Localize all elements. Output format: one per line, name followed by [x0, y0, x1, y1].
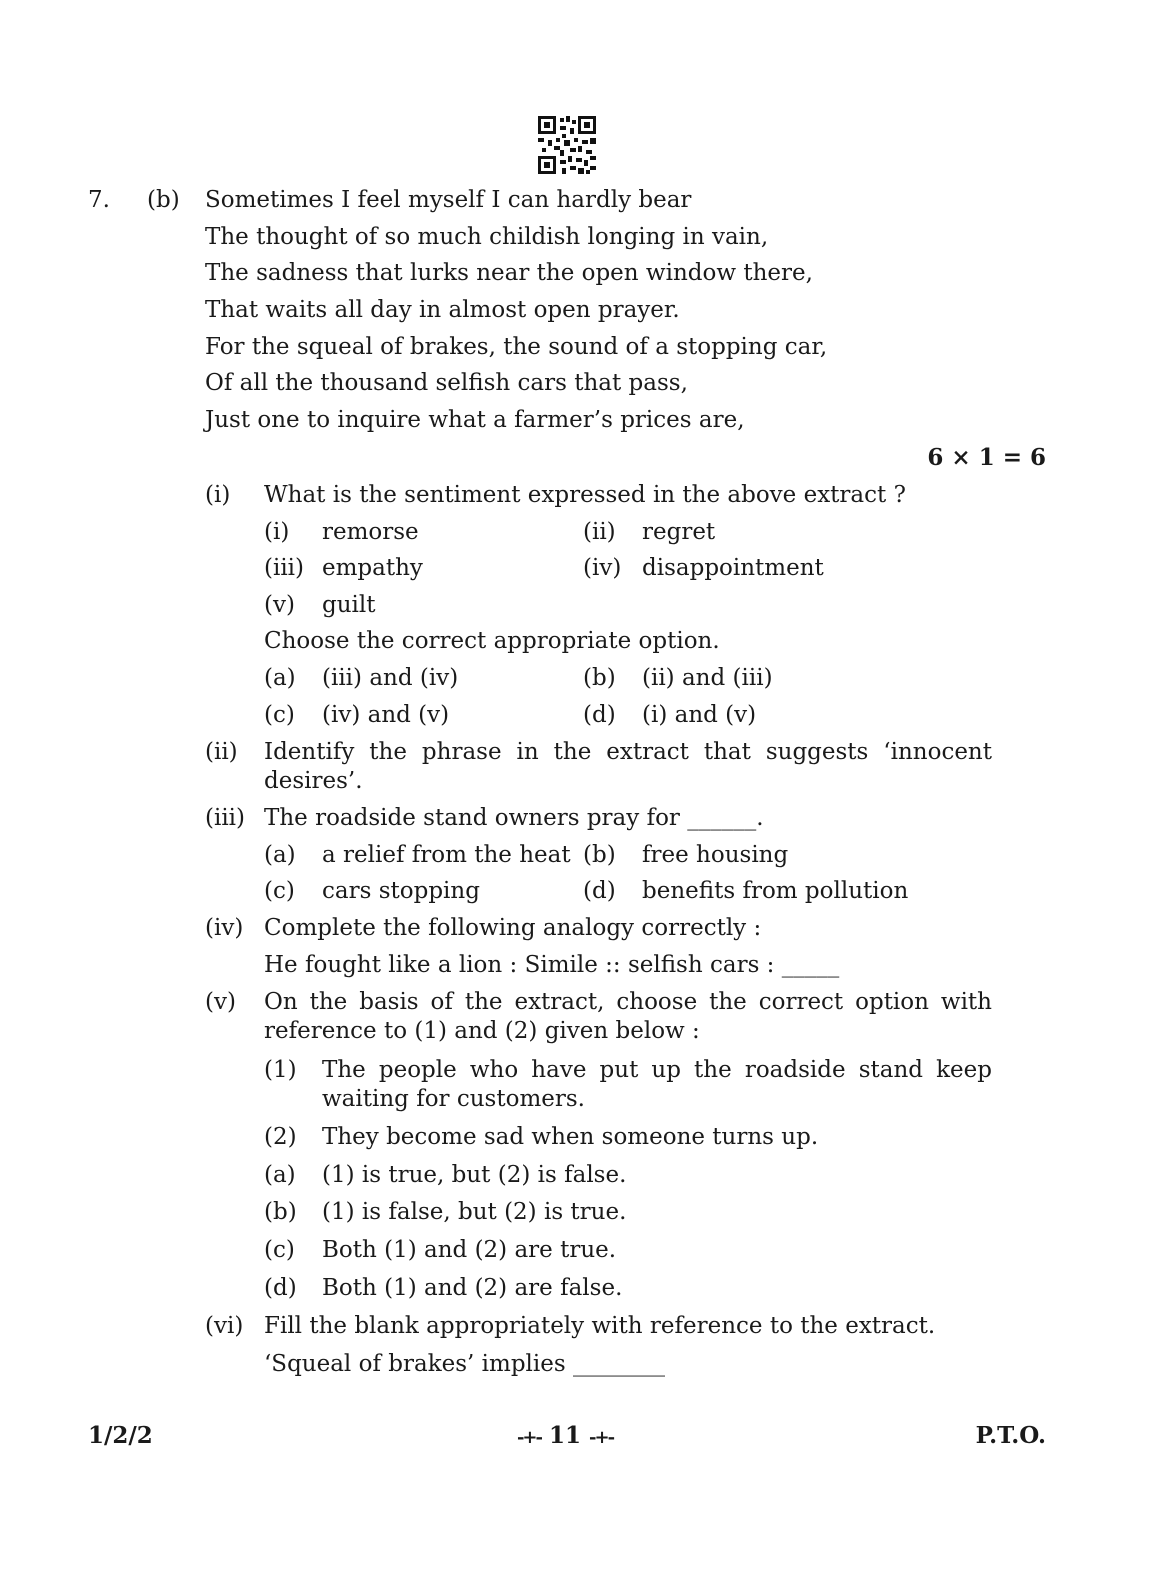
choice-text: (1) is true, but (2) is false.: [322, 1162, 627, 1188]
choice-label: (d): [583, 702, 616, 728]
choice-label: (a): [264, 842, 296, 868]
option-text: remorse: [322, 519, 419, 545]
subquestion-text: Complete the following analogy correctly :: [264, 915, 762, 941]
poem-line: Sometimes I feel myself I can hardly bear: [205, 187, 692, 213]
page-number: 11: [548, 1422, 581, 1449]
poem-line: Just one to inquire what a farmer’s prices are,: [205, 407, 745, 433]
option-text: regret: [642, 519, 716, 545]
subquestion-text: The roadside stand owners pray for ______.: [264, 805, 764, 831]
choice-label: (d): [583, 878, 616, 904]
subquestion-text: On the basis of the extract, choose the correct option with reference to (1) and (2) given below :: [264, 989, 992, 1044]
subquestion-text: What is the sentiment expressed in the above extract ?: [264, 482, 906, 508]
option-label: (ii): [583, 519, 616, 545]
pto-label: P.T.O.: [975, 1422, 1046, 1449]
instruction-text: Choose the correct appropriate option.: [264, 628, 720, 654]
option-text: empathy: [322, 555, 423, 581]
choice-text: benefits from pollution: [642, 878, 909, 904]
subquestion-text: Identify the phrase in the extract that suggests ‘innocent desires’.: [264, 739, 992, 794]
paper-code: 1/2/2: [88, 1422, 153, 1449]
option-label: (iii): [264, 555, 305, 581]
subquestion-text: Fill the blank appropriately with reference to the extract.: [264, 1313, 936, 1339]
option-label: (i): [264, 519, 290, 545]
option-text: disappointment: [642, 555, 824, 581]
poem-line: For the squeal of brakes, the sound of a stopping car,: [205, 334, 828, 360]
analogy-line: He fought like a lion : Simile :: selfish cars : _____: [264, 952, 840, 978]
choice-label: (a): [264, 665, 296, 691]
subquestion-number: (i): [205, 482, 231, 508]
poem-line: Of all the thousand selfish cars that pass,: [205, 370, 688, 396]
statement-label: (2): [264, 1124, 297, 1150]
question-number: 7.: [88, 187, 110, 213]
subquestion-number: (iii): [205, 805, 246, 831]
poem-line: The thought of so much childish longing in vain,: [205, 224, 769, 250]
subquestion-number: (vi): [205, 1313, 244, 1339]
subquestion-number: (iv): [205, 915, 244, 941]
poem-line: That waits all day in almost open prayer.: [205, 297, 680, 323]
choice-text: (1) is false, but (2) is true.: [322, 1199, 627, 1225]
choice-label: (d): [264, 1275, 297, 1301]
choice-text: (ii) and (iii): [642, 665, 773, 691]
statement-text: They become sad when someone turns up.: [322, 1124, 819, 1150]
choice-label: (b): [583, 842, 616, 868]
choice-text: (iii) and (iv): [322, 665, 459, 691]
option-text: guilt: [322, 592, 376, 618]
ornament-icon: -+-: [516, 1427, 541, 1448]
choice-label: (b): [583, 665, 616, 691]
choice-text: (iv) and (v): [322, 702, 450, 728]
poem-line: The sadness that lurks near the open window there,: [205, 260, 813, 286]
choice-text: Both (1) and (2) are false.: [322, 1275, 623, 1301]
choice-label: (a): [264, 1162, 296, 1188]
option-label: (iv): [583, 555, 622, 581]
statement-label: (1): [264, 1057, 297, 1083]
choice-text: (i) and (v): [642, 702, 757, 728]
choice-text: a relief from the heat: [322, 842, 571, 868]
marks-allocation: 6 × 1 = 6: [927, 444, 1046, 471]
subquestion-number: (v): [205, 989, 236, 1015]
fill-blank-line: ‘Squeal of brakes’ implies ________: [264, 1351, 665, 1377]
option-label: (v): [264, 592, 295, 618]
choice-label: (c): [264, 1237, 295, 1263]
choice-text: cars stopping: [322, 878, 480, 904]
qr-code-icon: [538, 116, 596, 174]
choice-label: (b): [264, 1199, 297, 1225]
choice-label: (c): [264, 702, 295, 728]
statement-text: The people who have put up the roadside stand keep waiting for customers.: [322, 1057, 992, 1112]
choice-text: Both (1) and (2) are true.: [322, 1237, 617, 1263]
subquestion-number: (ii): [205, 739, 238, 765]
question-subpart: (b): [147, 187, 180, 213]
page-number-block: [500, 1422, 630, 1451]
ornament-icon: -+-: [589, 1427, 614, 1448]
choice-label: (c): [264, 878, 295, 904]
choice-text: free housing: [642, 842, 789, 868]
